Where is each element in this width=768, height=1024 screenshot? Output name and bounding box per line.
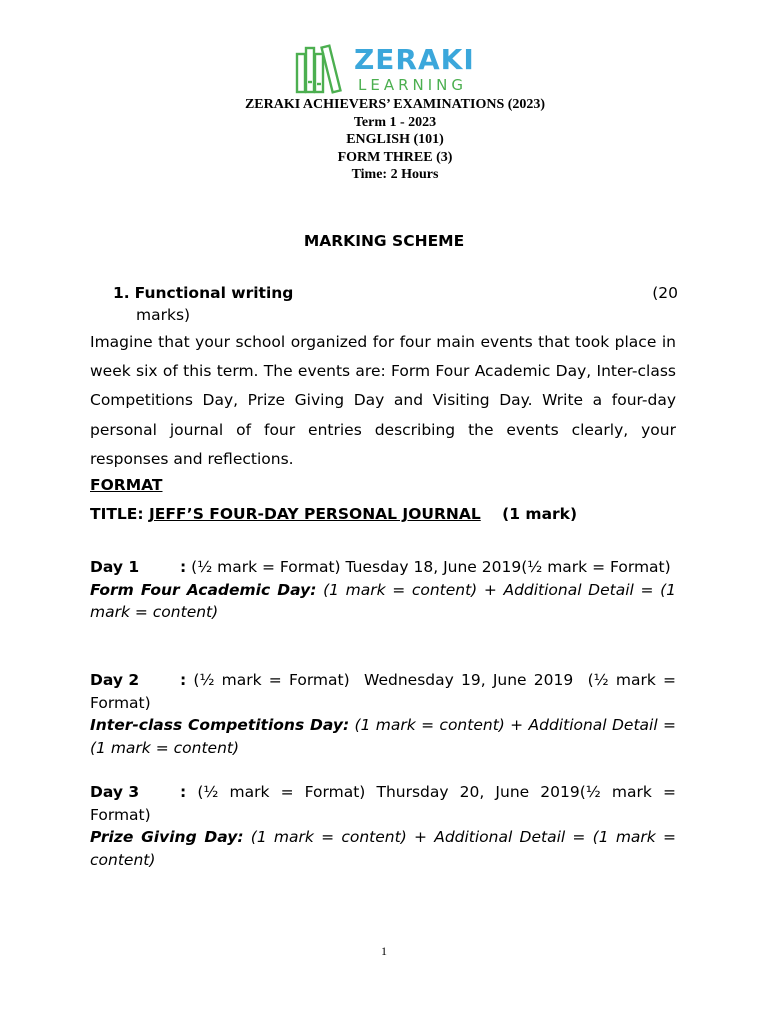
day-date-line [90, 556, 676, 579]
logo-name-bottom: LEARNING [358, 76, 468, 94]
day-date-text: (½ mark = Format) Tuesday 18, June 2019(½ mark = Format) [191, 558, 671, 576]
header-exam-name: ZERAKI ACHIEVERS’ EXAMINATIONS (2023) [244, 97, 546, 112]
question-title: Functional writing [134, 284, 294, 302]
day-colon: : [180, 558, 187, 576]
day-event-line [90, 826, 676, 871]
day-label: Day 1 [90, 558, 140, 576]
exam-header [0, 96, 768, 184]
day-label: Day 3 [90, 783, 140, 801]
question-heading [113, 284, 678, 302]
day-detail: (1 mark = content) + Additional Detail = (1 mark = content) [90, 828, 676, 869]
day-colon: : [180, 783, 187, 801]
format-heading: FORMAT [90, 476, 163, 494]
day-event-line [90, 579, 676, 624]
day-entry [90, 669, 681, 759]
question-number: 1. [113, 284, 130, 302]
day-date-text: (½ mark = Format) Wednesday 19, June 2019 (½ mark = Format) [90, 671, 681, 712]
header-subject: ENGLISH (101) [346, 132, 444, 148]
day-event-line [90, 714, 676, 759]
day-date-line [90, 781, 676, 826]
journal-title: JEFF’S FOUR-DAY PERSONAL JOURNAL [148, 505, 481, 523]
day-event: Inter-class Competitions Day: [90, 716, 350, 734]
header-term: Term 1 - 2023 [353, 114, 437, 130]
title-mark: (1 mark) [502, 505, 578, 523]
logo-name-top: ZERAKI [354, 43, 475, 76]
title-label: TITLE: [90, 505, 144, 523]
day-event: Prize Giving Day: [90, 828, 244, 846]
journal-title-line [90, 505, 676, 523]
day-detail: (1 mark = content) + Additional Detail = (1 mark = content) [90, 580, 676, 621]
day-entry [90, 556, 676, 624]
header-time: Time: 2 Hours [351, 167, 439, 183]
page-title: MARKING SCHEME [303, 232, 465, 250]
day-date-text: (½ mark = Format) Thursday 20, June 2019(½ mark = Format) [90, 783, 676, 824]
zeraki-logo [294, 44, 484, 96]
question-marks-close: marks) [136, 306, 191, 324]
day-detail: (1 mark = content) + Additional Detail = (1 mark = content) [90, 716, 676, 757]
question-prompt: Imagine that your school organized for four main events that took place in week six of this term. The events are: Form Four Academic Day, Inter-class Competitions Day, Prize Giving Day and Visiting Day. Write a four-day personal journal of four entries describing the events clearly, your responses and reflections. [90, 333, 676, 468]
day-event: Form Four Academic Day: [90, 580, 317, 599]
header-form: FORM THREE (3) [337, 149, 453, 165]
day-colon: : [180, 671, 187, 689]
day-entry [90, 781, 676, 871]
books-icon [294, 44, 350, 96]
page-number: 1 [381, 944, 387, 958]
day-date-line [90, 669, 681, 714]
question-marks-open: (20 [652, 284, 678, 302]
day-label: Day 2 [90, 671, 140, 689]
